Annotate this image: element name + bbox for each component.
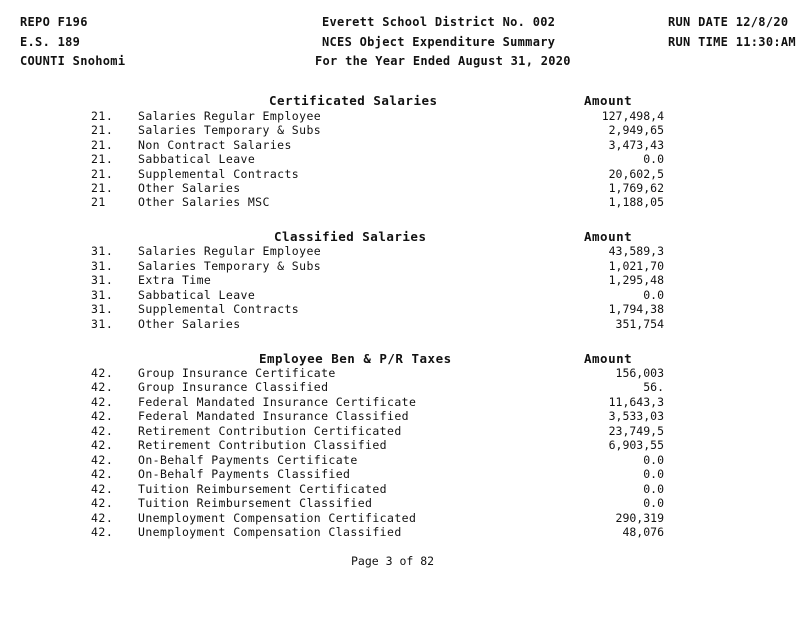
account-description: Retirement Contribution Classified <box>138 438 388 452</box>
account-code: 42. <box>91 380 114 394</box>
amount-header-benefits: Amount <box>584 351 633 366</box>
account-code: 42. <box>91 467 114 481</box>
section-title-benefits: Employee Ben & P/R Taxes <box>259 351 452 366</box>
section-title-certificated: Certificated Salaries <box>269 93 438 108</box>
account-amount: 156,003 <box>615 366 664 380</box>
account-description: Tuition Reimbursement Classified <box>138 496 373 510</box>
account-amount: 0.0 <box>643 496 664 510</box>
report-id: REPO F196 <box>20 15 88 29</box>
account-code: 42. <box>91 366 114 380</box>
account-code: 21. <box>91 152 114 166</box>
account-amount: 0.0 <box>643 453 664 467</box>
account-amount: 3,473,43 <box>608 138 664 152</box>
account-amount: 20,602,5 <box>608 167 664 181</box>
account-amount: 0.0 <box>643 482 664 496</box>
account-description: Sabbatical Leave <box>138 288 256 302</box>
account-amount: 23,749,5 <box>608 424 664 438</box>
account-amount: 127,498,4 <box>601 109 664 123</box>
account-amount: 3,533,03 <box>608 409 664 423</box>
es-number: E.S. 189 <box>20 35 81 49</box>
account-description: Other Salaries MSC <box>138 195 270 209</box>
account-amount: 0.0 <box>643 467 664 481</box>
account-description: Other Salaries <box>138 181 241 195</box>
account-amount: 290,319 <box>615 511 664 525</box>
account-amount: 0.0 <box>643 288 664 302</box>
account-code: 31. <box>91 259 114 273</box>
account-amount: 2,949,65 <box>608 123 664 137</box>
account-code: 21. <box>91 138 114 152</box>
account-code: 31. <box>91 244 114 258</box>
account-description: Retirement Contribution Certificated <box>138 424 402 438</box>
account-amount: 43,589,3 <box>608 244 664 258</box>
page-number: Page 3 of 82 <box>351 554 435 568</box>
account-description: Unemployment Compensation Certificated <box>138 511 417 525</box>
account-code: 42. <box>91 424 114 438</box>
section-title-classified: Classified Salaries <box>274 229 427 244</box>
account-code: 31. <box>91 317 114 331</box>
account-description: Federal Mandated Insurance Certificate <box>138 395 417 409</box>
account-amount: 351,754 <box>615 317 664 331</box>
district-name: Everett School District No. 002 <box>322 15 556 29</box>
account-description: Salaries Temporary & Subs <box>138 123 322 137</box>
account-description: Supplemental Contracts <box>138 167 300 181</box>
account-description: Non Contract Salaries <box>138 138 292 152</box>
account-description: Salaries Regular Employee <box>138 109 322 123</box>
account-amount: 6,903,55 <box>608 438 664 452</box>
account-code: 42. <box>91 438 114 452</box>
account-description: Salaries Temporary & Subs <box>138 259 322 273</box>
account-code: 42. <box>91 482 114 496</box>
account-code: 31. <box>91 288 114 302</box>
account-description: Other Salaries <box>138 317 241 331</box>
account-code: 42. <box>91 525 114 539</box>
account-description: Unemployment Compensation Classified <box>138 525 402 539</box>
account-description: Extra Time <box>138 273 212 287</box>
account-amount: 11,643,3 <box>608 395 664 409</box>
account-amount: 48,076 <box>622 525 664 539</box>
account-code: 31. <box>91 302 114 316</box>
run-date: RUN DATE 12/8/20 <box>668 15 789 29</box>
account-code: 42. <box>91 409 114 423</box>
account-code: 42. <box>91 511 114 525</box>
account-description: Salaries Regular Employee <box>138 244 322 258</box>
amount-header-certificated: Amount <box>584 93 633 108</box>
account-amount: 1,794,38 <box>608 302 664 316</box>
account-amount: 1,021,70 <box>608 259 664 273</box>
account-description: Group Insurance Classified <box>138 380 329 394</box>
account-code: 21 <box>91 195 106 209</box>
account-amount: 1,295,48 <box>608 273 664 287</box>
report-title: NCES Object Expenditure Summary <box>322 35 556 49</box>
account-code: 42. <box>91 496 114 510</box>
account-description: Tuition Reimbursement Certificated <box>138 482 388 496</box>
account-description: Group Insurance Certificate <box>138 366 336 380</box>
account-code: 21. <box>91 109 114 123</box>
amount-header-classified: Amount <box>584 229 633 244</box>
account-description: On-Behalf Payments Certificate <box>138 453 358 467</box>
account-code: 42. <box>91 453 114 467</box>
run-time: RUN TIME 11:30:AM <box>668 35 796 49</box>
account-code: 42. <box>91 395 114 409</box>
account-amount: 1,769,62 <box>608 181 664 195</box>
account-amount: 56. <box>643 380 664 394</box>
account-code: 21. <box>91 123 114 137</box>
account-description: Sabbatical Leave <box>138 152 256 166</box>
account-description: Supplemental Contracts <box>138 302 300 316</box>
account-description: On-Behalf Payments Classified <box>138 467 351 481</box>
account-code: 21. <box>91 181 114 195</box>
account-amount: 0.0 <box>643 152 664 166</box>
account-code: 31. <box>91 273 114 287</box>
account-code: 21. <box>91 167 114 181</box>
county-name: COUNTI Snohomi <box>20 54 126 68</box>
report-period: For the Year Ended August 31, 2020 <box>315 54 571 68</box>
account-amount: 1,188,05 <box>608 195 664 209</box>
account-description: Federal Mandated Insurance Classified <box>138 409 409 423</box>
